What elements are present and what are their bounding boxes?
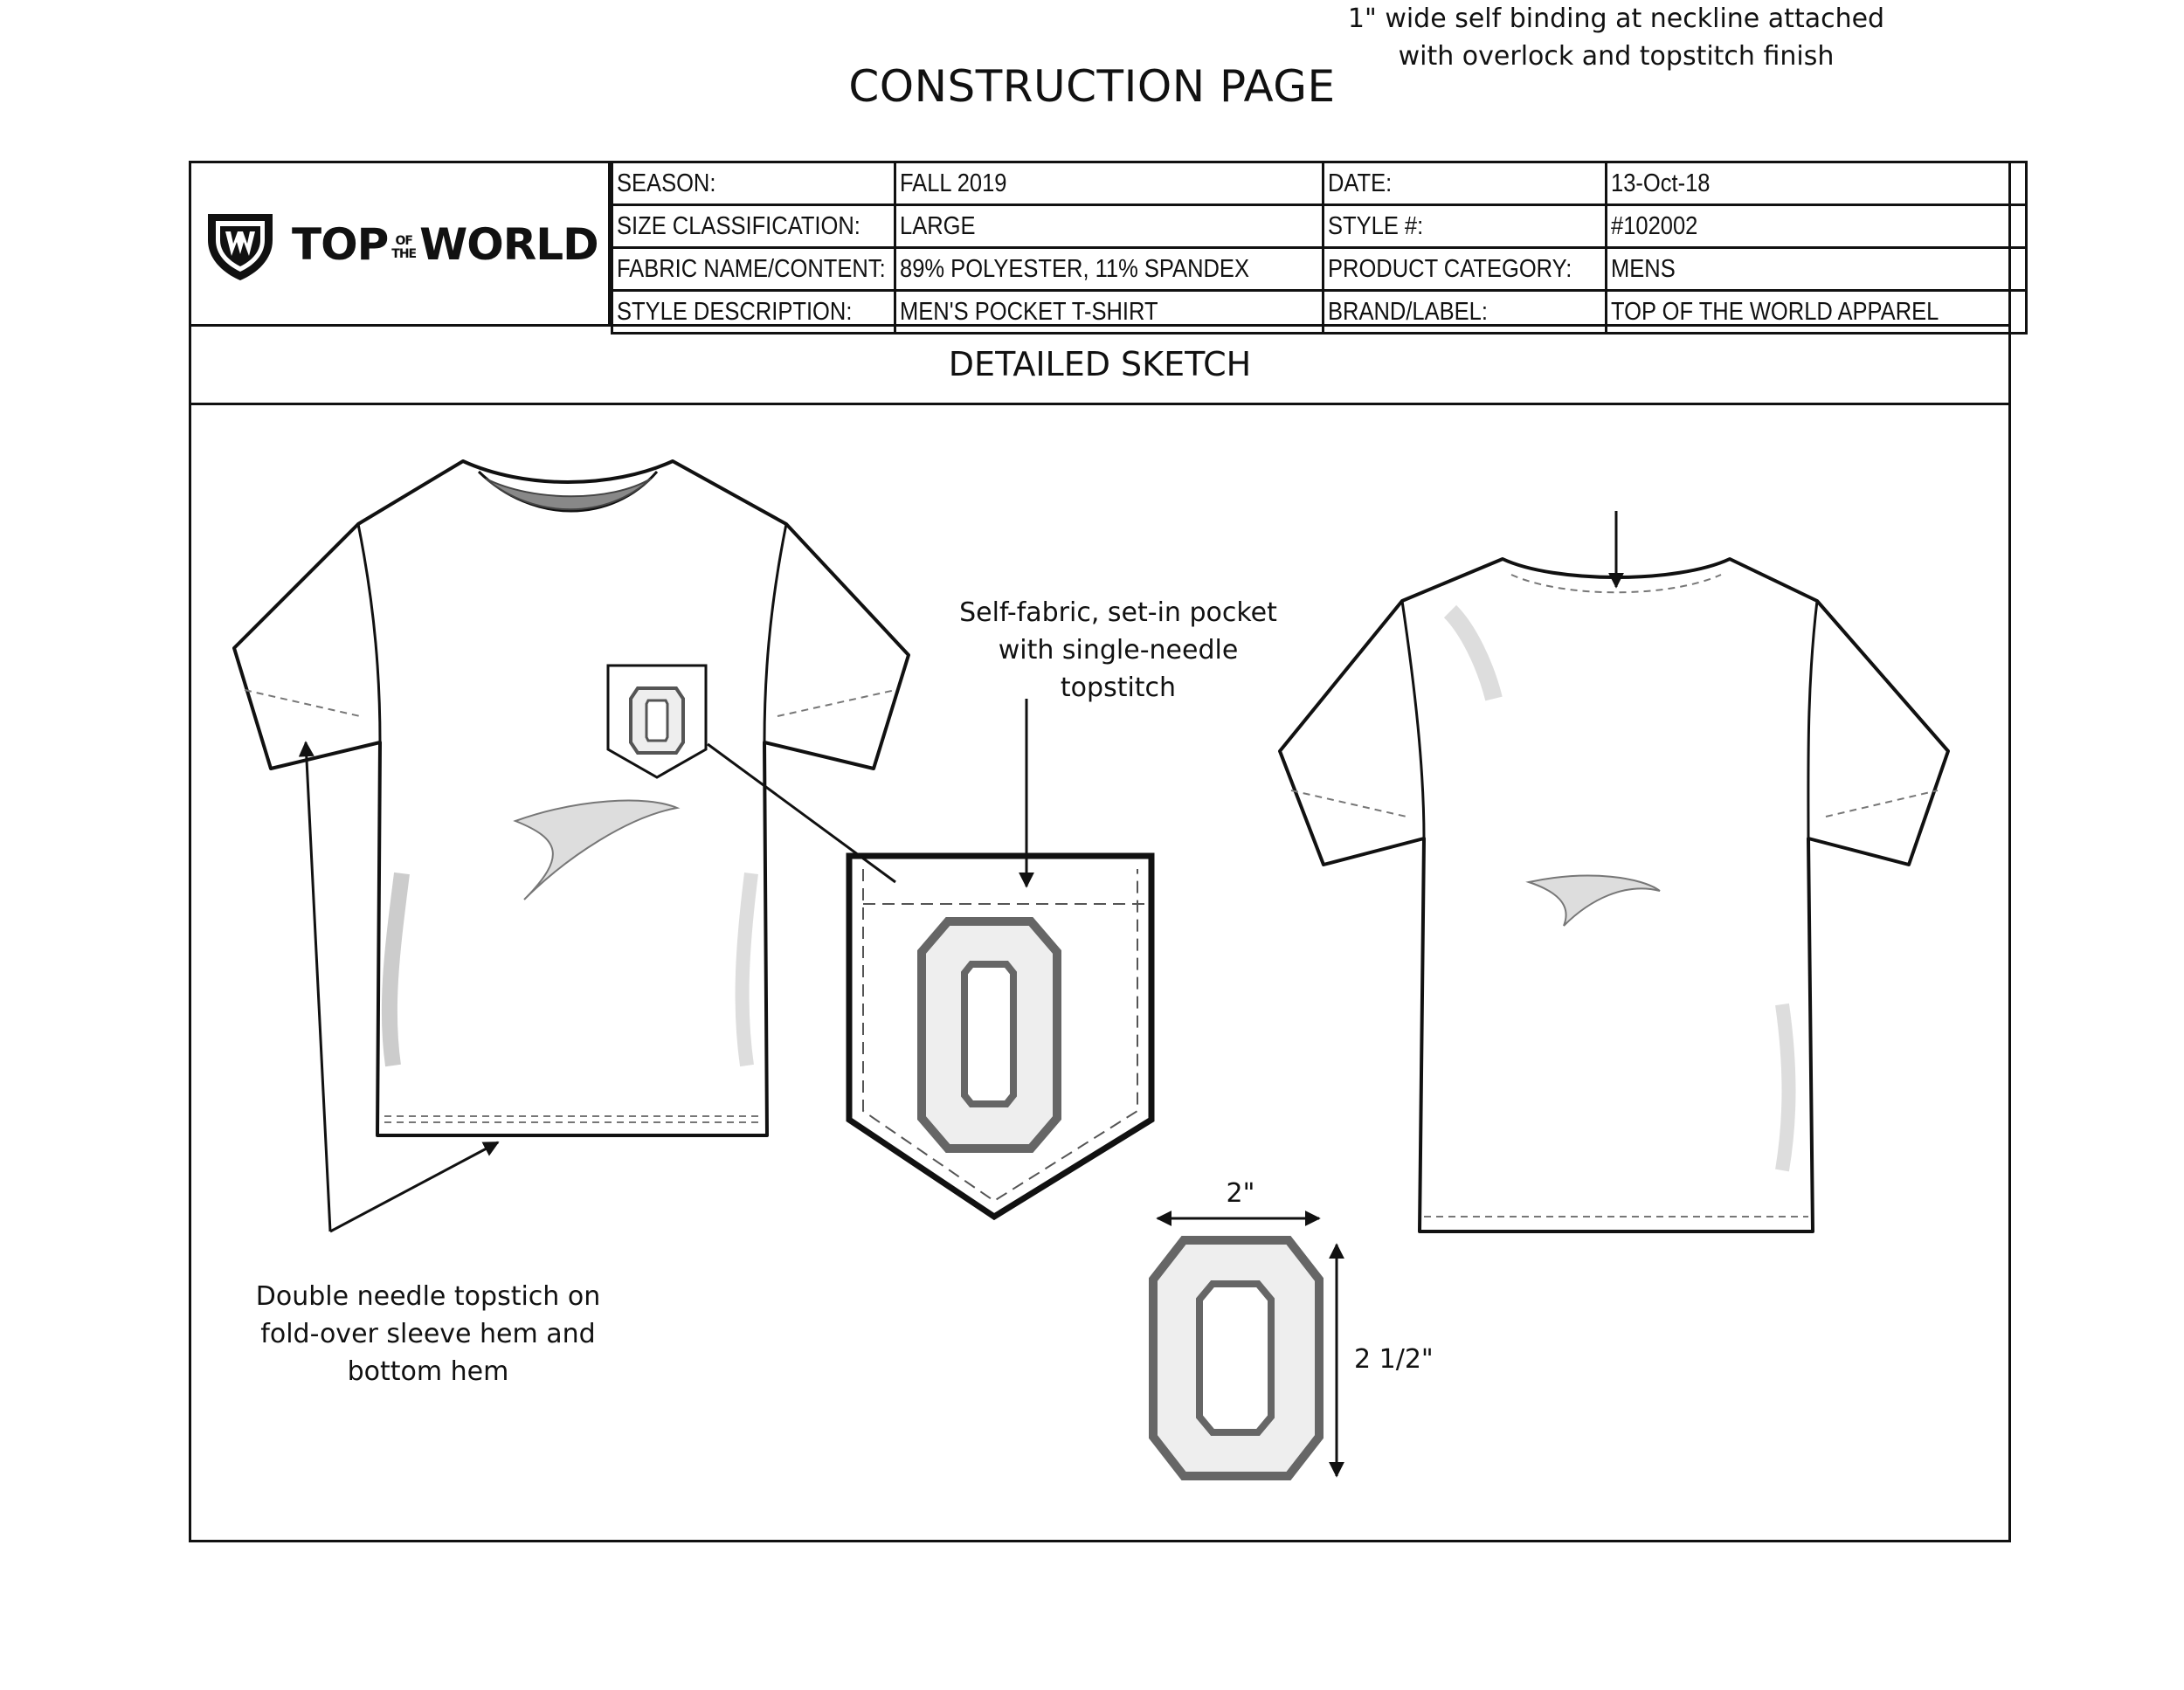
neck-note-line-2: with overlock and topstitch finish [1398, 41, 1835, 72]
neck-note-line-1: 1" wide self binding at neckline attached [1347, 3, 1885, 34]
season-label: SEASON: [617, 169, 716, 197]
season-value: FALL 2019 [900, 169, 1007, 197]
hem-note-line-2: fold-over sleeve hem and [260, 1319, 596, 1349]
hem-note-line-3: bottom hem [347, 1356, 509, 1387]
category-value: MENS [1611, 254, 1676, 283]
logo-word-top: TOP [292, 219, 389, 270]
date-value: 13-Oct-18 [1611, 169, 1711, 197]
page-title: CONSTRUCTION PAGE [848, 61, 1336, 112]
logo-word-of: OF [395, 233, 412, 248]
style-number-label: STYLE #: [1328, 211, 1424, 240]
brand-value: TOP OF THE WORLD APPAREL [1611, 297, 1939, 326]
size-value: LARGE [900, 211, 976, 240]
fabric-label: FABRIC NAME/CONTENT: [617, 254, 886, 283]
neckline-callout-note [1258, 0, 1974, 75]
hem-note-line-1: Double needle topstich on [255, 1281, 601, 1312]
pocket-note-line-1: Self-fabric, set-in pocket [959, 597, 1277, 628]
date-label: DATE: [1328, 169, 1393, 197]
size-label: SIZE CLASSIFICATION: [617, 211, 860, 240]
brand-label: BRAND/LABEL: [1328, 297, 1488, 326]
patch-width-label: 2" [1226, 1178, 1255, 1209]
description-value: MEN'S POCKET T-SHIRT [900, 297, 1158, 326]
pocket-callout-note [900, 594, 1337, 707]
logo-word-the: THE [391, 246, 417, 261]
back-tshirt-sketch [1280, 559, 1948, 1231]
pocket-note-line-2: with single-needle [998, 635, 1239, 666]
front-tshirt-sketch [234, 461, 909, 1135]
pocket-note-line-3: topstitch [1060, 673, 1177, 703]
patch-detail-sketch [1153, 1218, 1337, 1476]
hem-callout-note [227, 1278, 629, 1390]
pocket-detail-sketch [849, 856, 1151, 1217]
logo-word-world: WORLD [419, 219, 598, 270]
detailed-sketch-header: DETAILED SKETCH [189, 324, 2011, 405]
style-number-value: #102002 [1611, 211, 1698, 240]
description-label: STYLE DESCRIPTION: [617, 297, 853, 326]
patch-height-label: 2 1/2" [1354, 1344, 1434, 1375]
fabric-value: 89% POLYESTER, 11% SPANDEX [900, 254, 1249, 283]
category-label: PRODUCT CATEGORY: [1328, 254, 1572, 283]
